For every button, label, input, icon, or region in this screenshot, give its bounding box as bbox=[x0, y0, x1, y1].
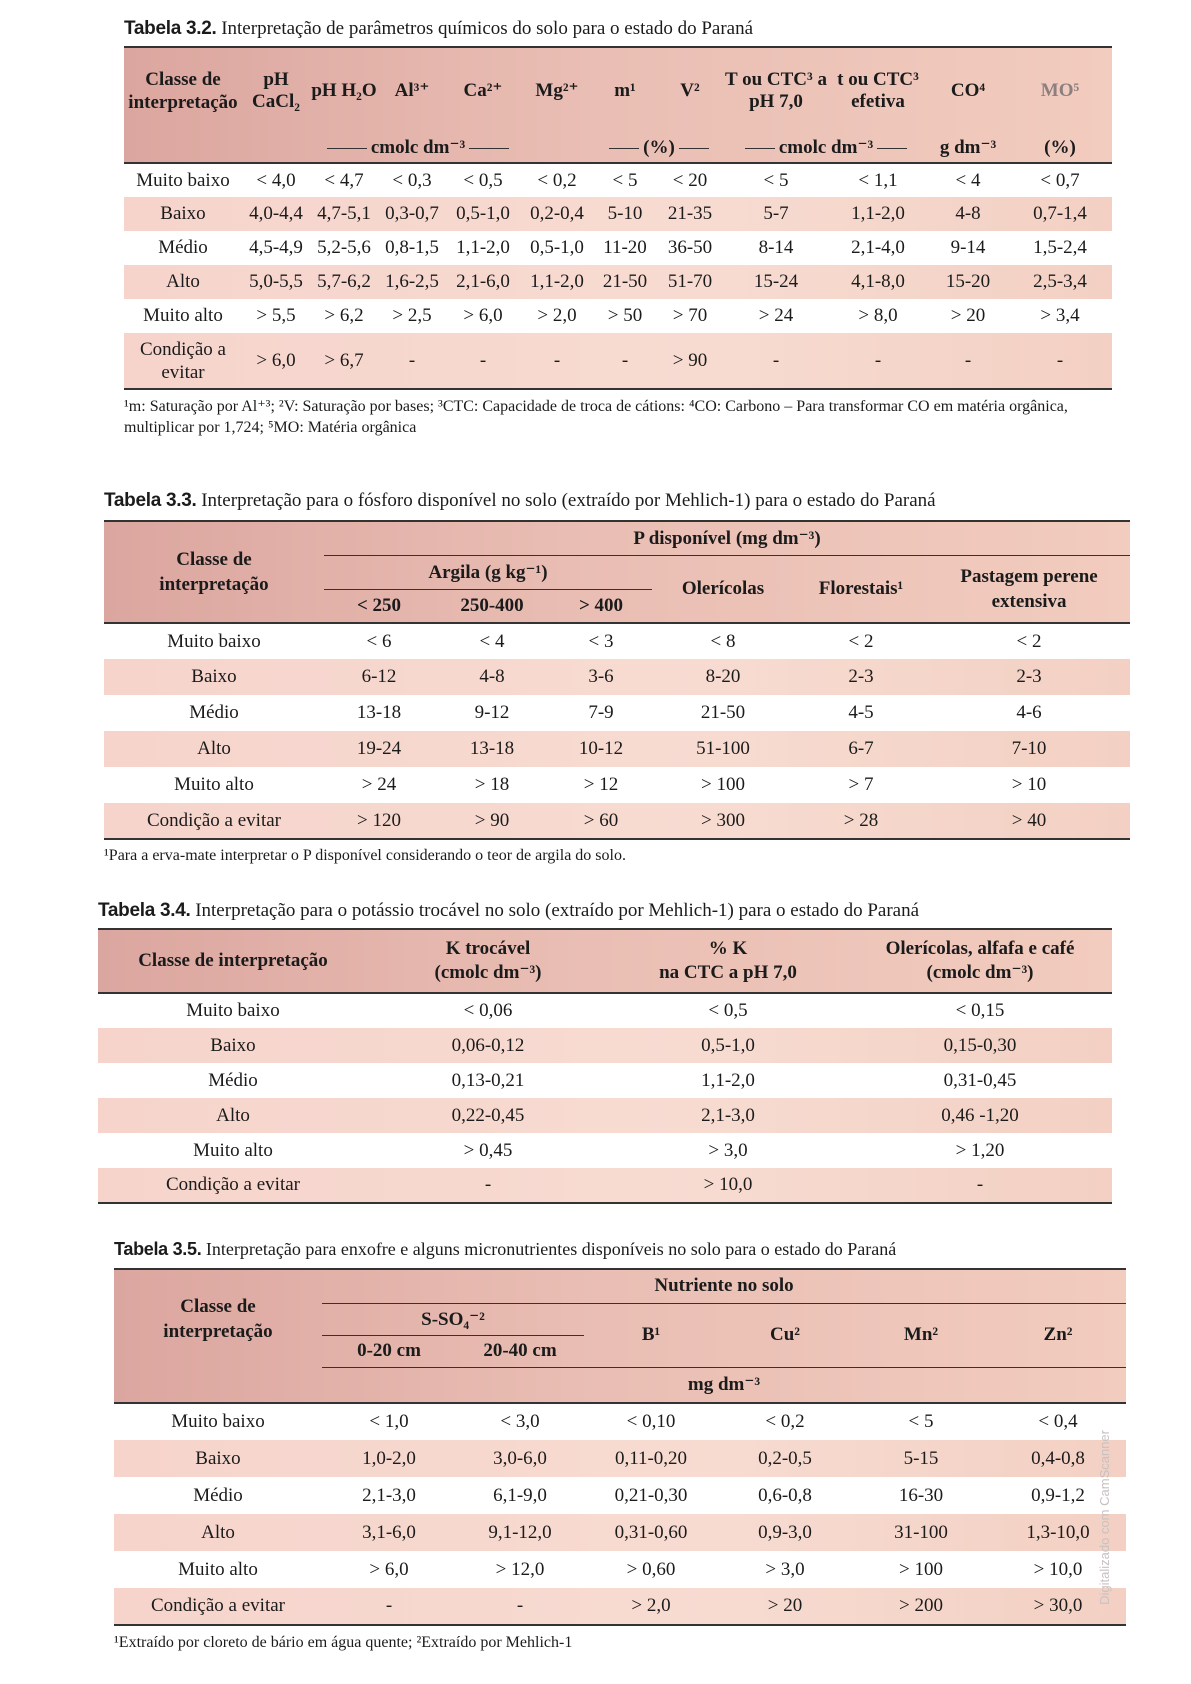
header-olericolas: Olerícolas, alfafa e café bbox=[885, 938, 1075, 959]
table-3-5-caption bbox=[114, 1238, 1126, 1260]
caption-label: Tabela 3.3. bbox=[104, 490, 197, 511]
header-florestais: Florestais¹ bbox=[818, 577, 904, 599]
caption-title: Interpretação para o fósforo disponível no solo (extraído por Mehlich-1) para o estado do Paraná bbox=[196, 490, 936, 511]
table-row: Baixo 4,0-4,4 4,7-5,1 0,3-0,7 0,5-1,0 0,2-0,4 5-10 21-35 5-7 1,1-2,0 4-8 0,7-1,4 bbox=[124, 197, 1112, 231]
caption-label: Tabela 3.5. bbox=[114, 1239, 202, 1259]
table-3-3-caption bbox=[104, 490, 1130, 512]
header-ca: Ca²⁺ bbox=[463, 80, 503, 101]
unit-cmolc-2: cmolc dm⁻³ bbox=[778, 137, 874, 158]
table-row: Alto 0,22-0,45 2,1-3,0 0,46 -1,20 bbox=[98, 1098, 1112, 1133]
table-row: Condição a evitar - - > 2,0 > 20 > 200 > 30,0 bbox=[114, 1588, 1126, 1625]
table-3-3 bbox=[104, 520, 1130, 840]
table-row: Médio 13-18 9-12 7-9 21-50 4-5 4-6 bbox=[104, 695, 1130, 731]
header-sso4-0-20: 0-20 cm bbox=[357, 1340, 421, 1361]
table-3-4 bbox=[98, 928, 1112, 1204]
table-3-2 bbox=[124, 46, 1112, 390]
table-row: Condição a evitar - > 10,0 - bbox=[98, 1168, 1112, 1203]
table-3-2-caption bbox=[124, 18, 1112, 40]
header-b: B¹ bbox=[641, 1324, 661, 1345]
header-cu: Cu² bbox=[770, 1324, 800, 1345]
header-t-ctc: T ou CTC³ a pH 7,0 bbox=[725, 68, 827, 112]
table-row: Baixo 1,0-2,0 3,0-6,0 0,11-0,20 0,2-0,5 5-15 0,4-0,8 bbox=[114, 1440, 1126, 1477]
table-row: Muito alto > 5,5 > 6,2 > 2,5 > 6,0 > 2,0 > 50 > 70 > 24 > 8,0 > 20 > 3,4 bbox=[124, 299, 1112, 333]
header-argila-lt250: < 250 bbox=[356, 594, 402, 616]
table-row: Alto 19-24 13-18 10-12 51-100 6-7 7-10 bbox=[104, 731, 1130, 767]
unit-g: g dm⁻³ bbox=[939, 137, 997, 158]
caption-title: Interpretação para enxofre e alguns micronutrientes disponíveis no solo para o estado do Paraná bbox=[201, 1239, 897, 1259]
table-3-4-caption bbox=[98, 900, 1112, 922]
table-row: Condição a evitar > 120 > 90 > 60 > 300 > 28 > 40 bbox=[104, 803, 1130, 839]
watermark-text: Digitalizado com CamScanner bbox=[1097, 1430, 1112, 1605]
header-m: m¹ bbox=[614, 79, 636, 101]
header-class: Classe de interpretação bbox=[163, 1295, 273, 1342]
table-3-3-footnote: ¹Para a erva-mate interpretar o P disponível considerando o teor de argila do solo. bbox=[104, 847, 626, 864]
header-sso4-20-40: 20-40 cm bbox=[483, 1340, 557, 1361]
table-row: Baixo 0,06-0,12 0,5-1,0 0,15-0,30 bbox=[98, 1028, 1112, 1063]
unit-mg: mg dm⁻³ bbox=[322, 1367, 1126, 1403]
header-pct-k: % K bbox=[708, 938, 748, 959]
header-mn: Mn² bbox=[903, 1324, 939, 1345]
header-olericolas-unit: (cmolc dm⁻³) bbox=[926, 962, 1034, 983]
header-argila-gt400: > 400 bbox=[578, 594, 624, 616]
table-3-5-footnote: ¹Extraído por cloreto de bário em água quente; ²Extraído por Mehlich-1 bbox=[114, 1634, 573, 1651]
header-zn: Zn² bbox=[1043, 1324, 1073, 1345]
header-argila: Argila (g kg⁻¹) bbox=[324, 555, 652, 589]
header-k-trocavel: K trocável bbox=[445, 938, 531, 959]
header-mo: MO⁵ bbox=[1040, 79, 1080, 101]
table-3-3-section bbox=[104, 490, 1130, 866]
caption-title: Interpretação para o potássio trocável no solo (extraído por Mehlich-1) para o estado do Paraná bbox=[190, 900, 920, 921]
table-3-5-section bbox=[114, 1238, 1126, 1653]
unit-percent: (%) bbox=[643, 136, 675, 158]
header-ph-cacl2: pH CaCl₂ bbox=[252, 68, 300, 112]
table-row: Alto 3,1-6,0 9,1-12,0 0,31-0,60 0,9-3,0 31-100 1,3-10,0 bbox=[114, 1514, 1126, 1551]
header-pastagem: Pastagem perene extensiva bbox=[960, 565, 1098, 612]
table-3-2-footnote: ¹m: Saturação por Al⁺³; ²V: Saturação por bases; ³CTC: Capacidade de troca de cátions: ⁴CO: Carbono – Para transformar CO em matéria orgânica, multiplicar por 1,724; ⁵MO: Matéria orgânica bbox=[124, 398, 1068, 436]
table-row: Médio 4,5-4,9 5,2-5,6 0,8-1,5 1,1-2,0 0,5-1,0 11-20 36-50 8-14 2,1-4,0 9-14 1,5-2,4 bbox=[124, 231, 1112, 265]
table-row: Baixo 6-12 4-8 3-6 8-20 2-3 2-3 bbox=[104, 659, 1130, 695]
table-row: Muito alto > 6,0 > 12,0 > 0,60 > 3,0 > 100 > 10,0 bbox=[114, 1551, 1126, 1588]
header-class: Classe de interpretação bbox=[128, 68, 238, 113]
unit-cmolc: cmolc dm⁻³ bbox=[370, 137, 466, 158]
table-row: Muito baixo < 1,0 < 3,0 < 0,10 < 0,2 < 5 < 0,4 bbox=[114, 1403, 1126, 1440]
table-row: Médio 0,13-0,21 1,1-2,0 0,31-0,45 bbox=[98, 1063, 1112, 1098]
header-nutriente: Nutriente no solo bbox=[322, 1269, 1126, 1303]
table-3-4-section bbox=[98, 900, 1112, 1204]
header-v: V² bbox=[680, 79, 700, 101]
header-pct-k-unit: na CTC a pH 7,0 bbox=[659, 962, 797, 983]
header-co: CO⁴ bbox=[950, 79, 986, 101]
header-t-efetiva: t ou CTC³ efetiva bbox=[837, 68, 919, 112]
header-class: Classe de interpretação bbox=[138, 950, 328, 971]
table-row: Muito baixo < 4,0 < 4,7 < 0,3 < 0,5 < 0,2 < 5 < 20 < 5 < 1,1 < 4 < 0,7 bbox=[124, 163, 1112, 197]
table-3-2-section bbox=[124, 18, 1112, 438]
header-argila-250-400: 250-400 bbox=[460, 594, 524, 616]
table-3-5 bbox=[114, 1268, 1126, 1626]
header-p-disponivel: P disponível (mg dm⁻³) bbox=[324, 521, 1130, 555]
header-k-unit: (cmolc dm⁻³) bbox=[434, 962, 542, 983]
table-row: Muito alto > 24 > 18 > 12 > 100 > 7 > 10 bbox=[104, 767, 1130, 803]
caption-label: Tabela 3.4. bbox=[98, 900, 191, 921]
header-ph-h2o: pH H₂O bbox=[311, 79, 377, 101]
table-row: Muito baixo < 0,06 < 0,5 < 0,15 bbox=[98, 993, 1112, 1028]
header-class: Classe de interpretação bbox=[159, 549, 269, 595]
header-olericolas: Olerícolas bbox=[681, 577, 765, 599]
table-row: Médio 2,1-3,0 6,1-9,0 0,21-0,30 0,6-0,8 16-30 0,9-1,2 bbox=[114, 1477, 1126, 1514]
header-al: Al³⁺ bbox=[394, 80, 430, 101]
table-row: Alto 5,0-5,5 5,7-6,2 1,6-2,5 2,1-6,0 1,1-2,0 21-50 51-70 15-24 4,1-8,0 15-20 2,5-3,4 bbox=[124, 265, 1112, 299]
table-row: Muito alto > 0,45 > 3,0 > 1,20 bbox=[98, 1133, 1112, 1168]
caption-label: Tabela 3.2. bbox=[124, 18, 217, 39]
header-sso4: S-SO₄⁻² bbox=[322, 1303, 584, 1335]
table-row: Muito baixo < 6 < 4 < 3 < 8 < 2 < 2 bbox=[104, 623, 1130, 659]
caption-title: Interpretação de parâmetros químicos do solo para o estado do Paraná bbox=[216, 18, 754, 39]
table-row: Condição a evitar > 6,0 > 6,7 - - - - > 90 - - - - bbox=[124, 333, 1112, 389]
header-mg: Mg²⁺ bbox=[535, 80, 579, 101]
unit-percent-2: (%) bbox=[1044, 136, 1076, 158]
